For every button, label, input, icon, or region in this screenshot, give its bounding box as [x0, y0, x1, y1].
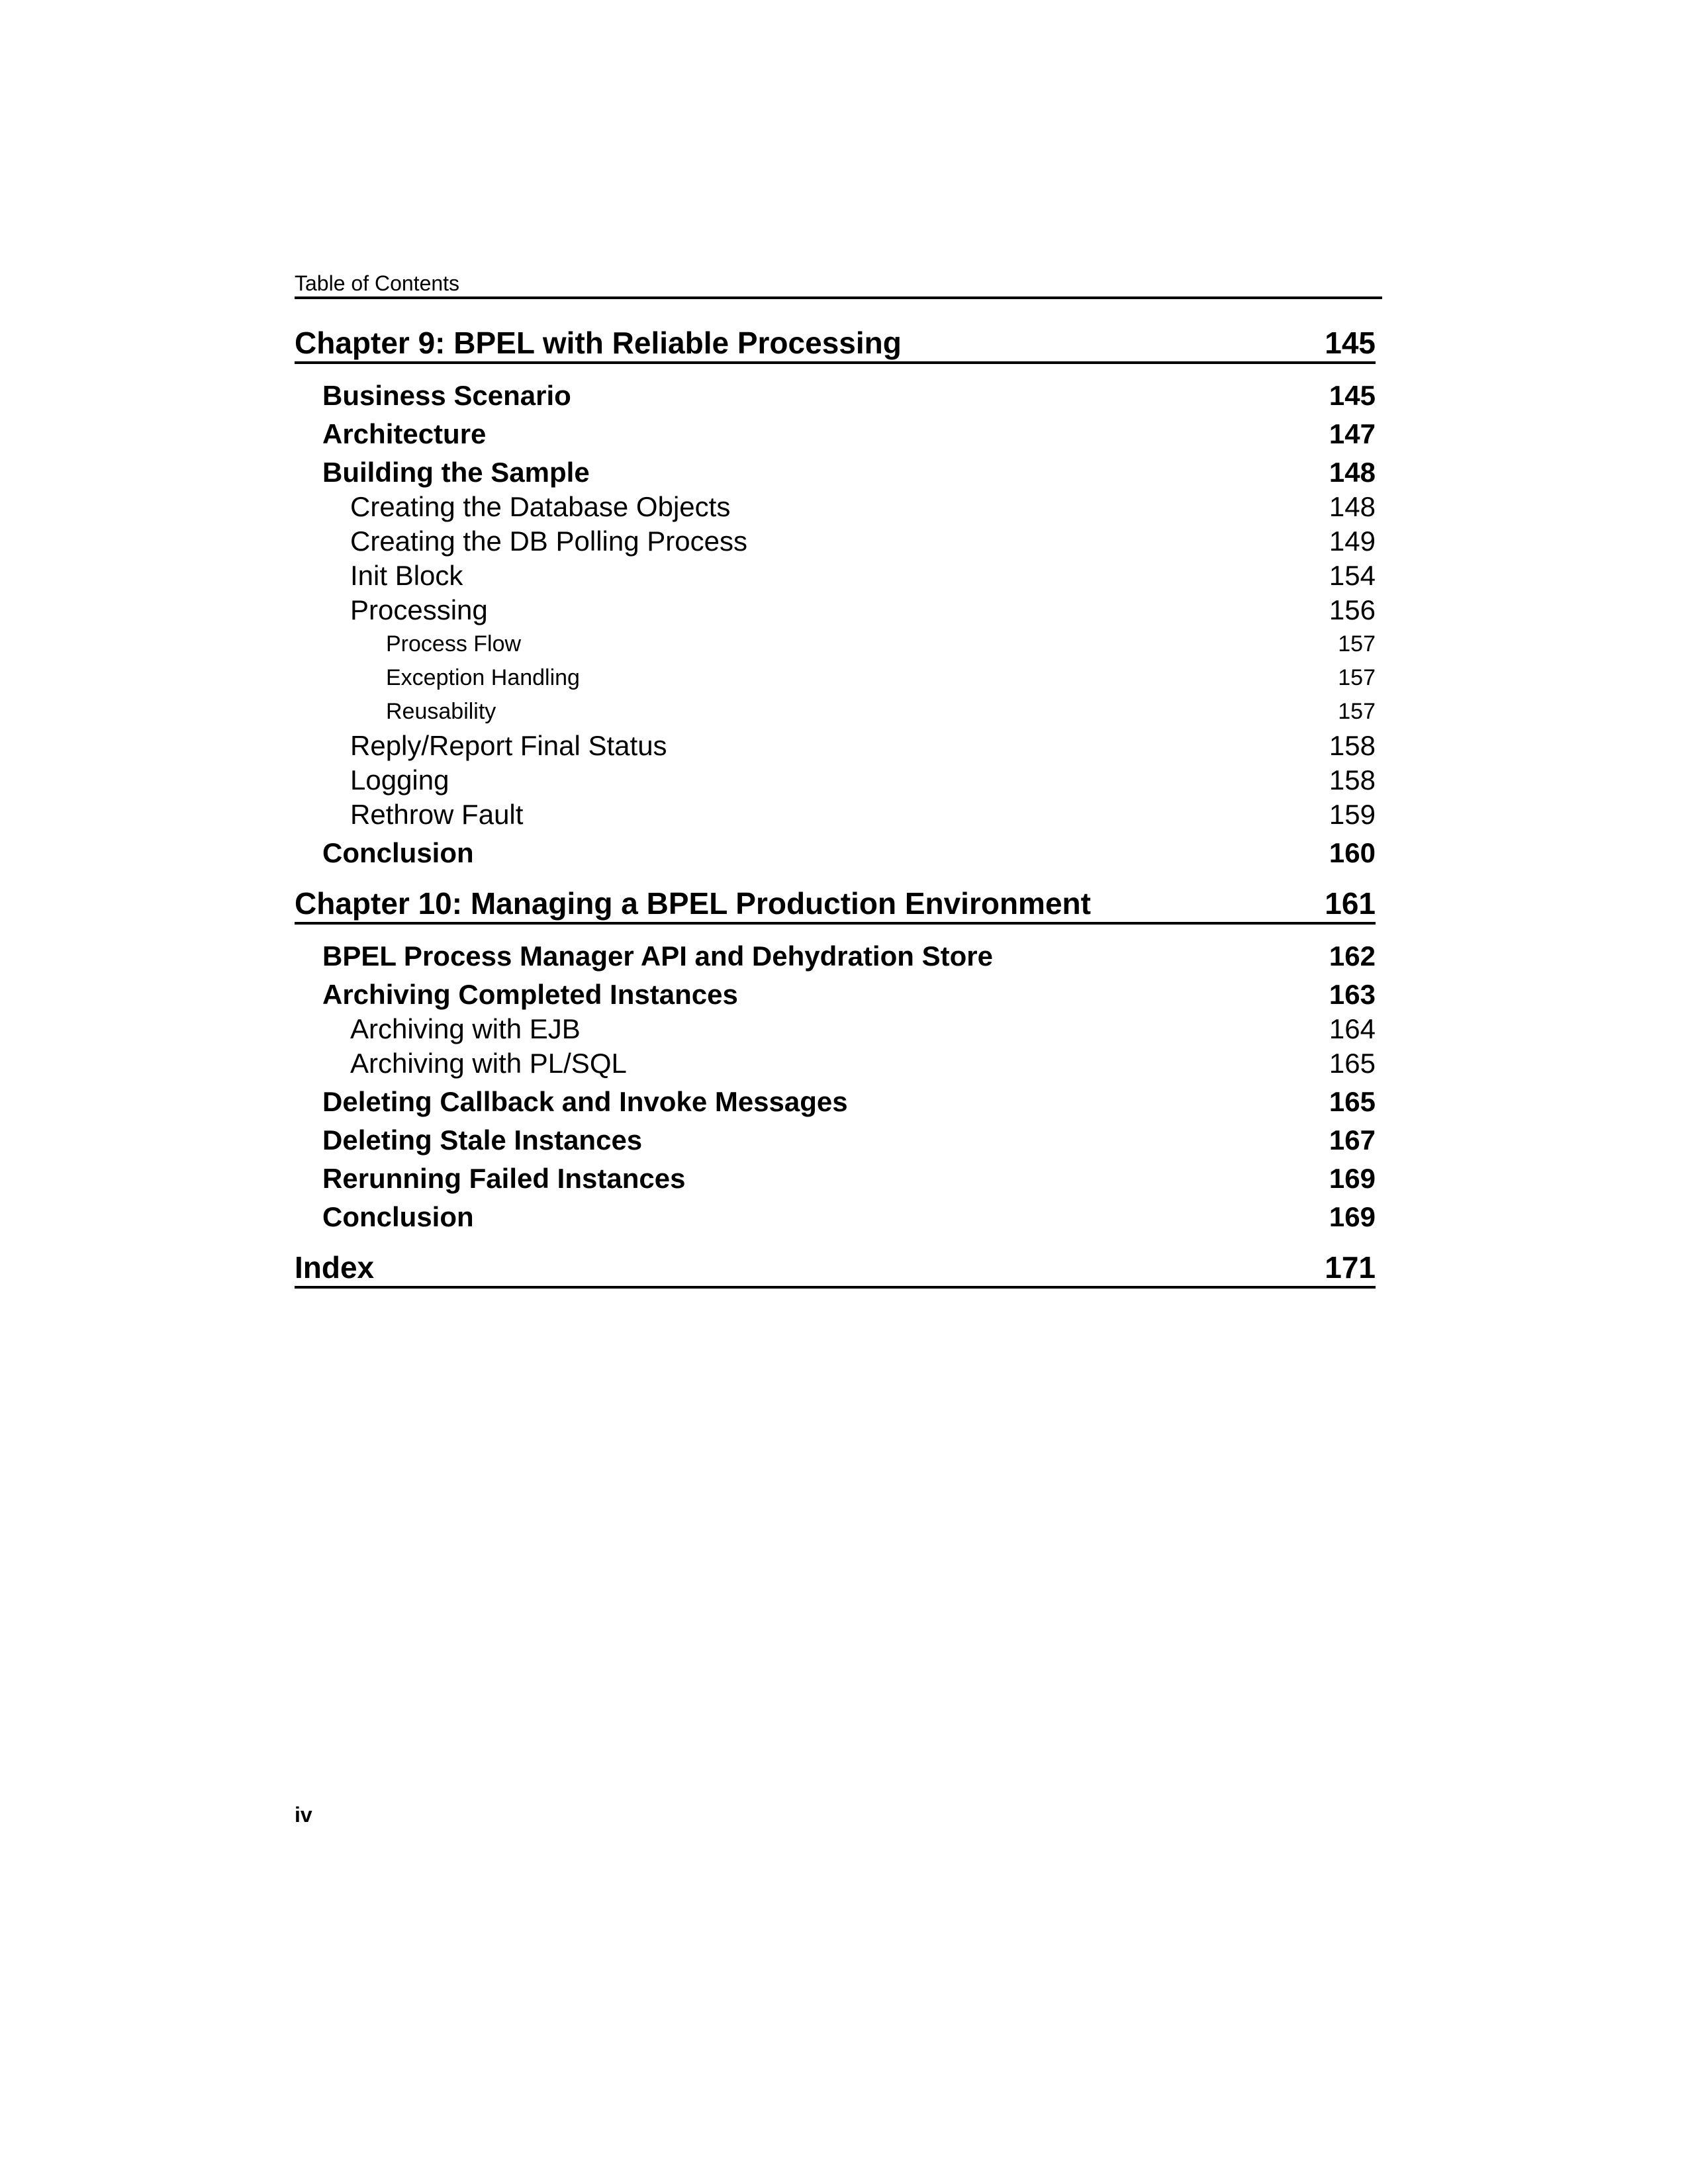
toc-creating-db-polling-process[interactable] [295, 524, 1376, 559]
toc-entry-title: Archiving Completed Instances [322, 979, 738, 1010]
toc-chapter-10[interactable] [295, 885, 1376, 925]
toc-business-scenario[interactable] [295, 379, 1376, 413]
toc-conclusion-ch9[interactable] [295, 836, 1376, 870]
toc-entry-title: Processing [350, 594, 488, 625]
running-header: Table of Contents [295, 271, 460, 295]
toc-entry-page: 157 [1338, 699, 1376, 724]
toc-entry-title: Process Flow [386, 631, 522, 657]
toc-reply-report-final-status[interactable] [295, 729, 1376, 763]
toc-init-block[interactable] [295, 559, 1376, 593]
toc-entry-page: 149 [1329, 525, 1376, 557]
toc-entry-page: 157 [1338, 665, 1376, 690]
toc-entry-page: 154 [1329, 560, 1376, 591]
toc-entry-title: Index [295, 1250, 375, 1285]
toc-entry-page: 156 [1329, 594, 1376, 625]
toc-entry-page: 167 [1329, 1124, 1376, 1156]
toc-api-dehydration-store[interactable] [295, 939, 1376, 974]
toc-entry-title: Chapter 9: BPEL with Reliable Processing [295, 326, 902, 360]
toc-deleting-callback-invoke[interactable] [295, 1085, 1376, 1119]
toc-entry-page: 148 [1329, 491, 1376, 522]
toc-entry-page: 145 [1325, 326, 1376, 360]
toc-entry-page: 158 [1329, 730, 1376, 761]
header-rule [295, 296, 1382, 299]
toc-entry-page: 160 [1329, 837, 1376, 868]
toc-reusability[interactable] [295, 695, 1376, 729]
toc-entry-title: Init Block [350, 560, 463, 591]
toc-entry-page: 165 [1329, 1086, 1376, 1117]
toc-entry-title: Reusability [386, 699, 496, 724]
toc-entry-page: 147 [1329, 418, 1376, 449]
toc-entry-title: Chapter 10: Managing a BPEL Production Environment [295, 886, 1091, 921]
page-number: iv [295, 1803, 312, 1827]
toc-entry-title: Conclusion [322, 837, 474, 868]
toc-entry-page: 159 [1329, 799, 1376, 830]
toc-building-the-sample[interactable] [295, 455, 1376, 490]
toc-entry-page: 157 [1338, 631, 1376, 657]
toc-index[interactable] [295, 1249, 1376, 1289]
toc-entry-page: 163 [1329, 979, 1376, 1010]
toc-entry-title: Architecture [322, 418, 487, 449]
toc-entry-title: BPEL Process Manager API and Dehydration Store [322, 940, 993, 972]
table-of-contents [295, 320, 1376, 1289]
toc-rerunning-failed-instances[interactable] [295, 1161, 1376, 1196]
toc-entry-title: Archiving with EJB [350, 1013, 581, 1044]
toc-entry-title: Deleting Stale Instances [322, 1124, 643, 1156]
toc-process-flow[interactable] [295, 627, 1376, 661]
toc-exception-handling[interactable] [295, 661, 1376, 695]
toc-chapter-9[interactable] [295, 324, 1376, 364]
toc-processing[interactable] [295, 593, 1376, 627]
toc-logging[interactable] [295, 763, 1376, 797]
toc-entry-title: Conclusion [322, 1201, 474, 1232]
toc-architecture[interactable] [295, 417, 1376, 451]
toc-entry-title: Exception Handling [386, 665, 580, 690]
toc-entry-title: Reply/Report Final Status [350, 730, 667, 761]
toc-deleting-stale-instances[interactable] [295, 1123, 1376, 1158]
toc-archiving-with-plsql[interactable] [295, 1046, 1376, 1081]
toc-entry-title: Creating the DB Polling Process [350, 525, 747, 557]
toc-entry-page: 169 [1329, 1163, 1376, 1194]
toc-entry-page: 164 [1329, 1013, 1376, 1044]
toc-entry-title: Building the Sample [322, 457, 590, 488]
toc-entry-page: 148 [1329, 457, 1376, 488]
toc-entry-title: Rethrow Fault [350, 799, 524, 830]
toc-entry-page: 169 [1329, 1201, 1376, 1232]
toc-archiving-with-ejb[interactable] [295, 1012, 1376, 1046]
toc-entry-page: 161 [1325, 886, 1376, 921]
toc-entry-title: Creating the Database Objects [350, 491, 731, 522]
toc-entry-page: 171 [1325, 1250, 1376, 1285]
toc-rethrow-fault[interactable] [295, 797, 1376, 832]
toc-entry-page: 158 [1329, 764, 1376, 796]
toc-conclusion-ch10[interactable] [295, 1200, 1376, 1234]
toc-entry-title: Deleting Callback and Invoke Messages [322, 1086, 848, 1117]
toc-entry-page: 145 [1329, 380, 1376, 411]
toc-entry-title: Business Scenario [322, 380, 571, 411]
toc-entry-page: 165 [1329, 1048, 1376, 1079]
toc-archiving-completed-instances[interactable] [295, 978, 1376, 1012]
toc-entry-title: Archiving with PL/SQL [350, 1048, 627, 1079]
toc-creating-database-objects[interactable] [295, 490, 1376, 524]
toc-entry-title: Rerunning Failed Instances [322, 1163, 686, 1194]
toc-entry-title: Logging [350, 764, 449, 796]
toc-entry-page: 162 [1329, 940, 1376, 972]
